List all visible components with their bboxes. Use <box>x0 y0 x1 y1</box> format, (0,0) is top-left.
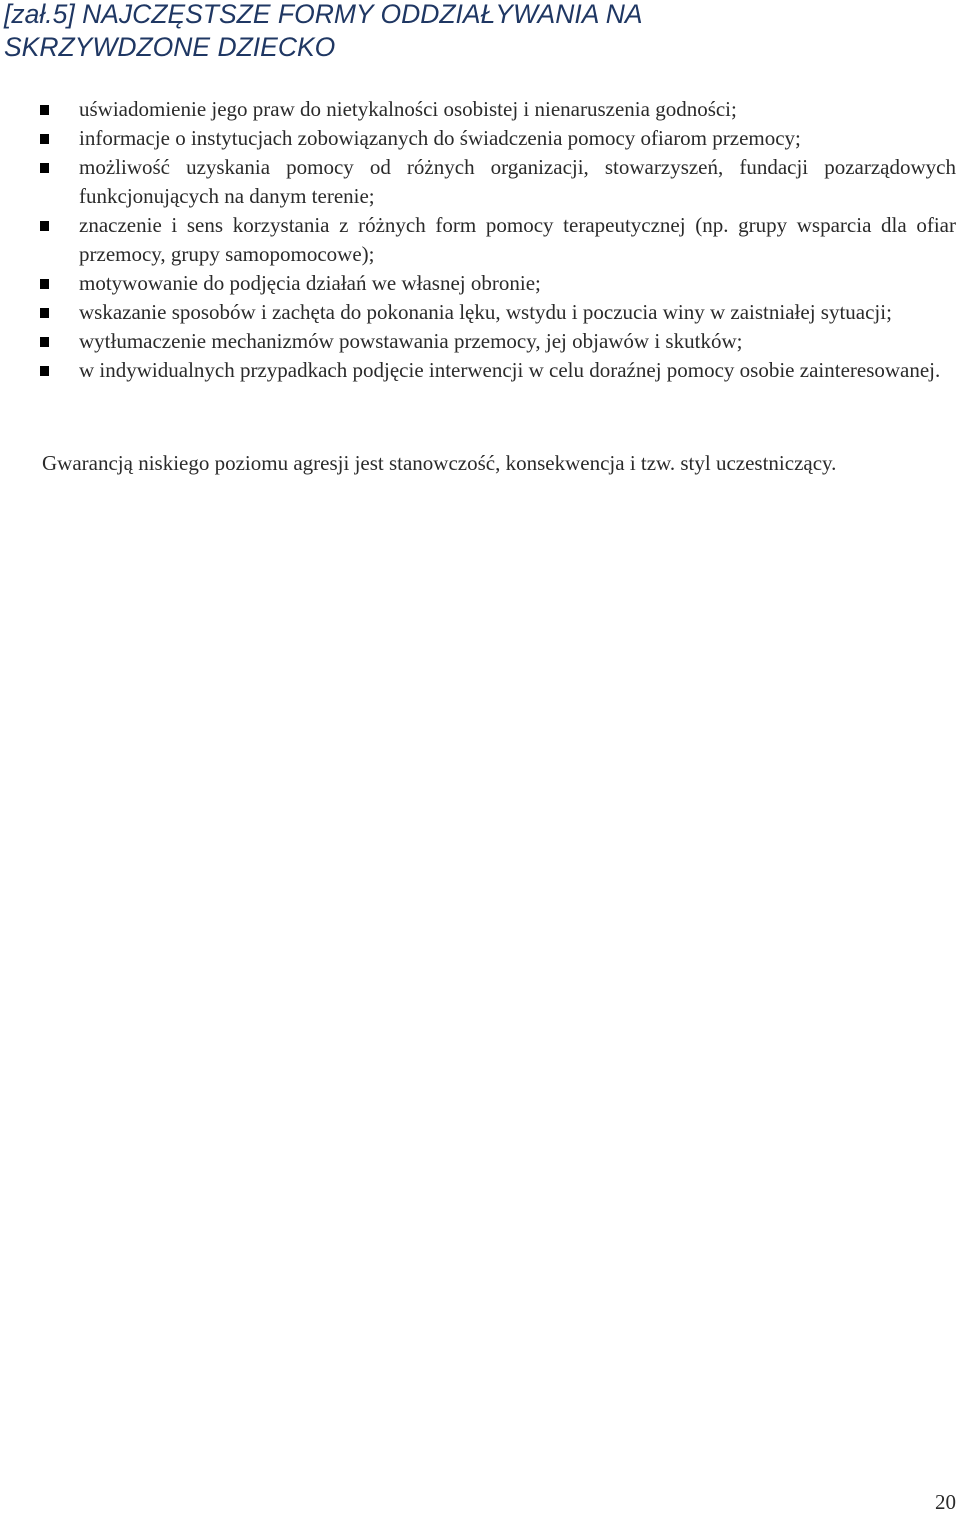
square-bullet-icon <box>40 279 49 289</box>
heading-line-1: [zał.5] NAJCZĘSTSZE FORMY ODDZIAŁYWANIA NA <box>4 0 643 29</box>
heading-line-2: SKRZYWDZONE DZIECKO <box>4 32 336 62</box>
list-item-text: znaczenie i sens korzystania z różnych form pomocy terapeutycznej (np. grupy wsparcia dla ofiar przemocy, grupy samopomocowe); <box>79 213 956 266</box>
forms-of-influence-list <box>0 95 956 385</box>
square-bullet-icon <box>40 337 49 347</box>
list-item <box>0 211 956 269</box>
list-item-text: możliwość uzyskania pomocy od różnych organizacji, stowarzyszeń, fundacji pozarządowych funkcjonujących na danym terenie; <box>79 155 956 208</box>
list-item <box>0 298 956 327</box>
square-bullet-icon <box>40 366 49 376</box>
document-heading <box>4 0 944 64</box>
square-bullet-icon <box>40 308 49 318</box>
list-item <box>0 327 956 356</box>
list-item <box>0 356 956 385</box>
list-item <box>0 269 956 298</box>
square-bullet-icon <box>40 105 49 115</box>
list-item <box>0 95 956 124</box>
list-item-text: motywowanie do podjęcia działań we własnej obronie; <box>79 271 541 295</box>
list-item <box>0 124 956 153</box>
list-item-text: wskazanie sposobów i zachęta do pokonania lęku, wstydu i poczucia winy w zaistniałej sytuacji; <box>79 300 892 324</box>
list-item <box>0 153 956 211</box>
page-number: 20 <box>935 1490 956 1514</box>
square-bullet-icon <box>40 134 49 144</box>
closing-paragraph: Gwarancją niskiego poziomu agresji jest stanowczość, konsekwencja i tzw. styl uczestniczący. <box>42 451 837 475</box>
list-item-text: w indywidualnych przypadkach podjęcie interwencji w celu doraźnej pomocy osobie zainteresowanej. <box>79 358 941 382</box>
list-item-text: uświadomienie jego praw do nietykalności osobistej i nienaruszenia godności; <box>79 97 737 121</box>
square-bullet-icon <box>40 163 49 173</box>
list-item-text: wytłumaczenie mechanizmów powstawania przemocy, jej objawów i skutków; <box>79 329 743 353</box>
square-bullet-icon <box>40 221 49 231</box>
list-item-text: informacje o instytucjach zobowiązanych do świadczenia pomocy ofiarom przemocy; <box>79 126 801 150</box>
